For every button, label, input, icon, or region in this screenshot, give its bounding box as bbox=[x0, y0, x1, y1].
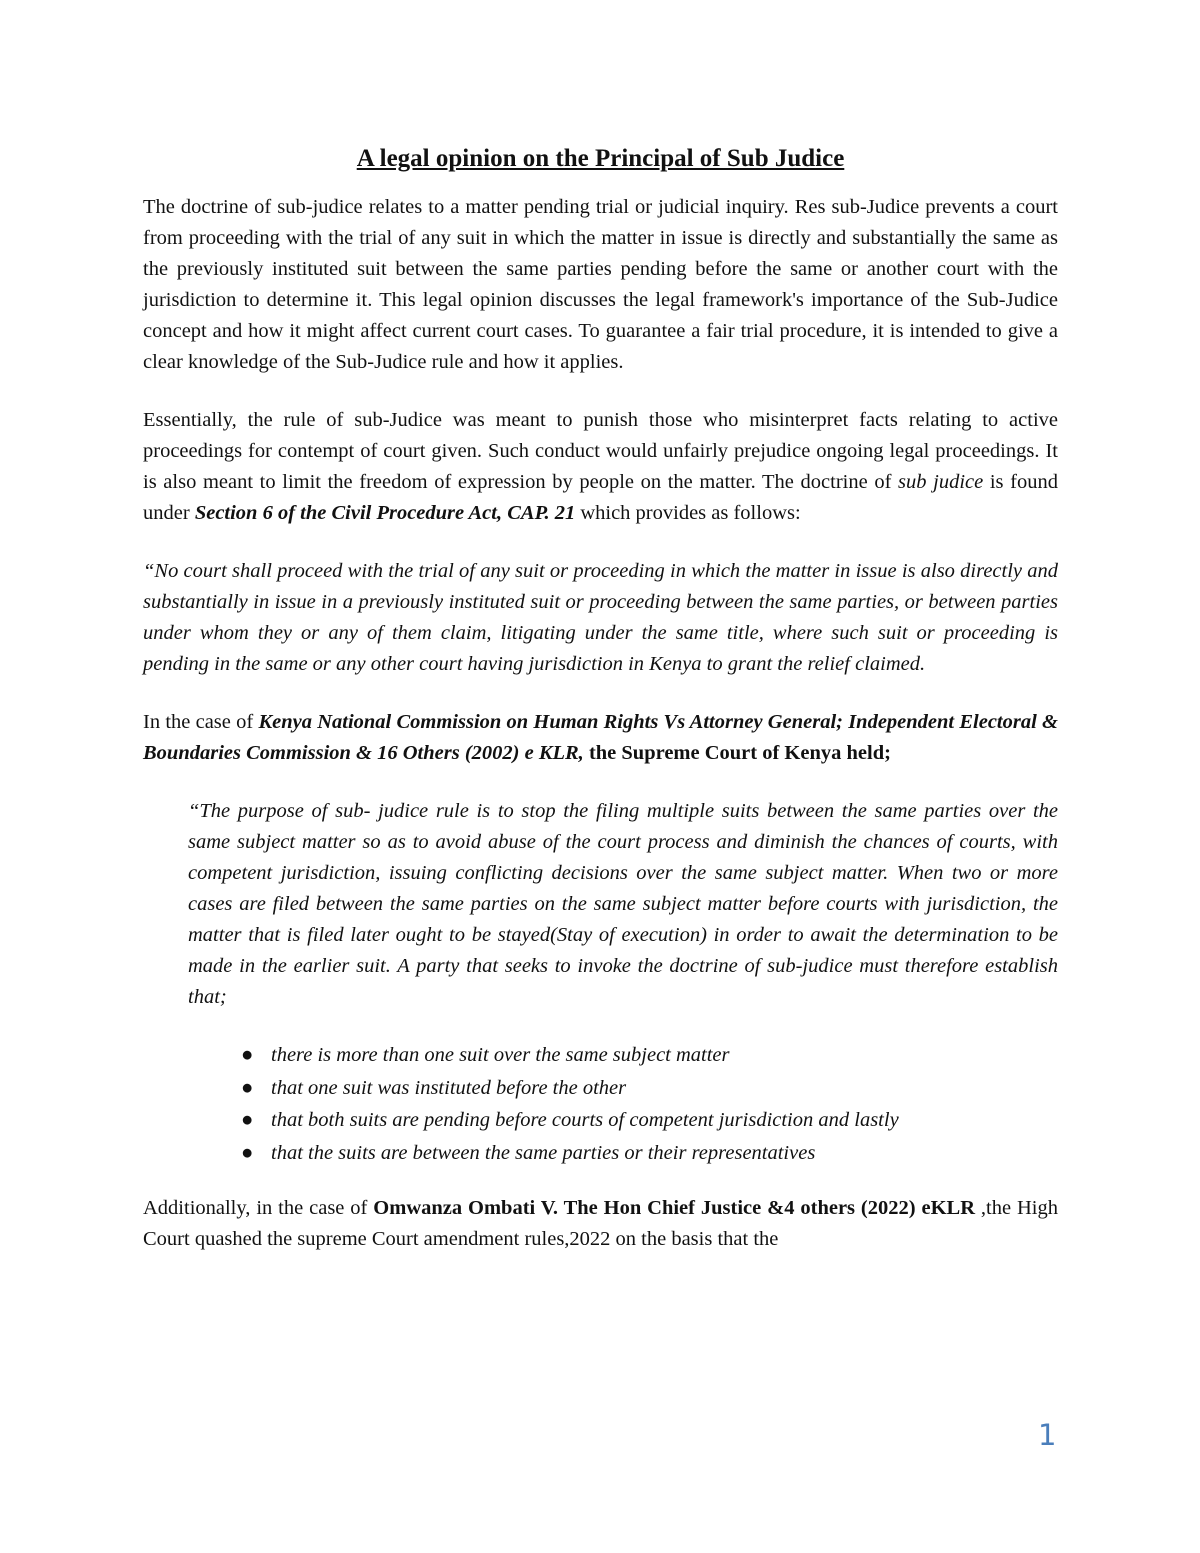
para2-text-a: Essentially, the rule of sub-Judice was meant to punish those who misinterpret facts relating to active proceedings for contempt of court given. Such conduct would unfairly prejudice ongoing legal proceedings. It is also meant to limit the freedom of expression by people on the matter. The doctrine of bbox=[143, 409, 1058, 493]
requirements-list bbox=[143, 1039, 1058, 1169]
bullet-icon: ● bbox=[241, 1141, 254, 1164]
bullet-icon: ● bbox=[241, 1044, 254, 1066]
sub-judice-term: sub judice bbox=[898, 471, 984, 493]
statute-reference: Section 6 of the Civil Procedure Act, CAP. 21 bbox=[194, 502, 576, 524]
para2-text-b: is found under bbox=[143, 471, 1058, 524]
court-quote: “The purpose of sub- judice rule is to stop the filing multiple suits between the same parties over the same subject matter so as to avoid abuse of the court process and diminish the chances of courts, with competent jurisdiction, issuing conflicting decisions over the same subject matter. When two or more cases are filed between the same parties on the same subject matter before courts with jurisdiction, the matter that is filed later ought to be stayed(Stay of execution) in order to await the determination to be made in the earlier suit. A party that seeks to invoke the doctrine of sub-judice must therefore establish that; bbox=[188, 800, 1058, 1008]
para2-text-c: which provides as follows: bbox=[575, 502, 801, 524]
bullet-icon: ● bbox=[241, 1109, 254, 1131]
final-intro: Additionally, in the case of bbox=[143, 1197, 374, 1219]
document-page bbox=[143, 142, 1058, 1282]
list-item: ● that the suits are between the same parties or their representatives bbox=[271, 1137, 1058, 1170]
document-title: A legal opinion on the Principal of Sub Judice bbox=[356, 145, 845, 172]
sub-judice-paragraph bbox=[143, 405, 1058, 529]
case-intro: In the case of bbox=[143, 711, 259, 733]
list-item: ● that one suit was instituted before the other bbox=[271, 1072, 1058, 1105]
list-item: ● that both suits are pending before courts of competent jurisdiction and lastly bbox=[271, 1104, 1058, 1137]
final-case-name: Omwanza Ombati V. The Hon Chief Justice &4 others (2022) eKLR bbox=[373, 1197, 976, 1219]
statute-quote: “No court shall proceed with the trial of any suit or proceeding in which the matter in issue is also directly and substantially in issue in a previously instituted suit or proceeding between the same parties, or between parties under whom they or any of them claim, litigating under the same title, where such suit or proceeding is pending in the same or any other court having jurisdiction in Kenya to grant the relief claimed. bbox=[143, 560, 1058, 675]
page-number: 1 bbox=[1038, 1418, 1057, 1452]
list-item: ● there is more than one suit over the same subject matter bbox=[271, 1039, 1058, 1072]
final-rest: ,the High Court quashed the supreme Court amendment rules,2022 on the basis that the bbox=[143, 1197, 1058, 1250]
case-name: Kenya National Commission on Human Rights Vs Attorney General; Independent Electoral & Boundaries Commission & 16 Others (2002) e KLR, bbox=[143, 711, 1058, 764]
intro-paragraph: The doctrine of sub-judice relates to a matter pending trial or judicial inquiry. Res sub-Judice prevents a court from proceeding with the trial of any suit in which the matter in issue is directly and substantially the same as the previously instituted suit between the same parties pending before the same or another court with the jurisdiction to determine it. This legal opinion discusses the legal framework's importance of the Sub-Judice concept and how it might affect current court cases. To guarantee a fair trial procedure, it is intended to give a clear knowledge of the Sub-Judice rule and how it applies. bbox=[143, 196, 1058, 373]
bullet-icon: ● bbox=[241, 1076, 254, 1099]
case-held: the Supreme Court of Kenya held; bbox=[583, 742, 891, 764]
case-paragraph bbox=[143, 707, 1058, 769]
final-paragraph bbox=[143, 1193, 1058, 1255]
